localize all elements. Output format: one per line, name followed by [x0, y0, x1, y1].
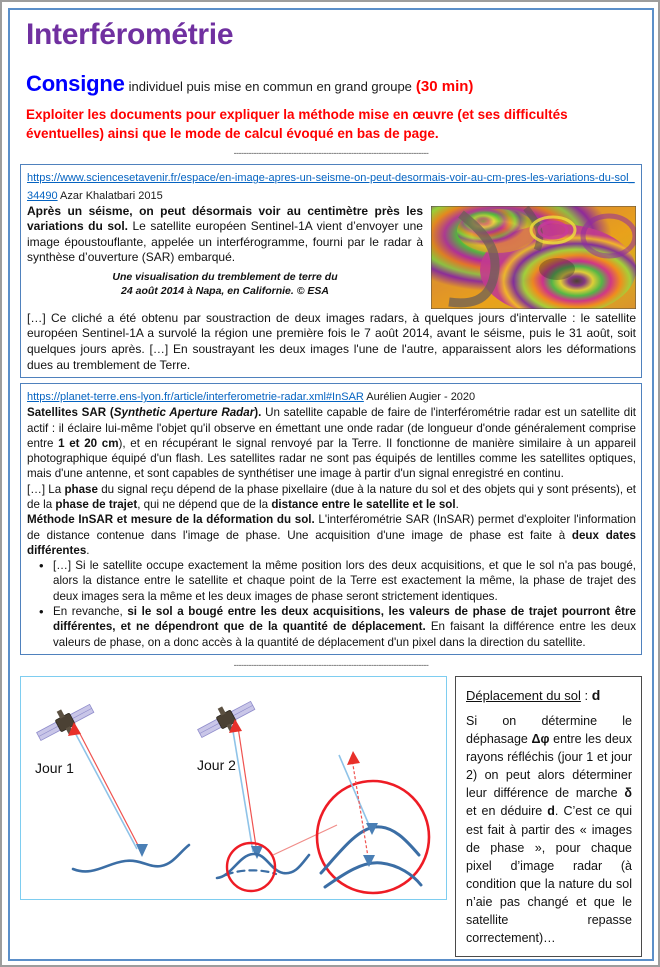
doc2-paragraph-1 — [27, 405, 636, 481]
interferogram-image — [431, 206, 636, 309]
day2-group — [193, 693, 309, 891]
page-title: Interférométrie — [26, 18, 234, 51]
deplacement-title-label: Déplacement du sol — [466, 687, 581, 703]
doc2-paragraph-3 — [27, 512, 636, 558]
doc2-p1-italic: Synthetic Aperture Radar — [113, 406, 255, 420]
caption-line-1: Une visualisation du tremblement de terre du — [112, 271, 338, 284]
insar-diagram-svg — [21, 677, 446, 898]
doc2-bullet2-text-b: En faisant la différence entre les deux valeurs de phase, on a donc accès à la quantité de déplacement d'un pixel dans la direction du satellite. — [53, 620, 636, 649]
ground-curve-day1-dashed — [226, 870, 276, 875]
dep-t4: . C’est ce qui est fait à partir des « images de phase », pour chaque pixel d’image radar (à condition que la nature du sol n’aie pas changé et que le satellite repasse correctement)… — [466, 804, 632, 946]
doc2-p2-text-a: […] La — [27, 482, 65, 496]
ground-curve-day1 — [73, 845, 189, 871]
doc2-p2-bold-b: phase de trajet — [55, 497, 138, 511]
deplacement-title-symbol: d — [591, 686, 601, 703]
inset-emit-ray — [352, 759, 369, 863]
consigne-label: Consigne — [26, 71, 125, 96]
doc1-source-line — [27, 168, 636, 204]
document-1-box — [20, 164, 642, 378]
return-ray-day1 — [72, 727, 137, 849]
doc2-p2-text-c: , qui ne dépend que de la — [137, 497, 272, 511]
emit-ray-day1 — [78, 730, 141, 851]
instruction-text: Exploiter les documents pour expliquer la méthode mise en œuvre (et ses difficultés éventuelles) ainsi que le mode de calcul évoqué en bas de page. — [26, 107, 568, 141]
satellite-icon-day2 — [193, 693, 259, 745]
dep-symbol-d: d — [547, 804, 555, 819]
doc2-p1-text-b: ), et en récupérant le signal renvoyé par la Terre. Il fonctionne de manière similaire à un appareil photographique équipé d'un flash. Les satellites radar ne sont pas équipés de lentilles comme les satellites optiques, mais d'une antenne, et sont capables de synthétiser une image à partir d'un signal enregistré en continu. — [27, 436, 637, 481]
bottom-section — [20, 676, 642, 957]
inset-arrow-up — [347, 751, 360, 765]
satellite-icon-day1 — [32, 696, 98, 748]
doc2-p1-bold-c: 1 et 20 cm — [58, 436, 119, 450]
divider-dashes-top: ------------------------------------------------------------------------------ — [233, 147, 429, 158]
doc2-p1-bold-b: ). — [254, 406, 262, 420]
inset-return-ray — [339, 755, 372, 832]
deplacement-box — [455, 676, 642, 957]
insar-diagram — [20, 676, 447, 900]
deplacement-title — [466, 685, 632, 706]
doc1-lead-sentence: Après un séisme, on peut désormais voir au centimètre près les variations du sol. — [27, 203, 423, 234]
arrow-down-day1 — [136, 844, 148, 857]
doc2-p3-text-b: . — [86, 543, 90, 557]
doc2-bullet-1: • […] Si le satellite occupe exactement la même position lors des deux acquisitions, et que le sol n'a pas bougé, alors la distance entre le satellite et chaque point de la Terre est exactement la même, la phase de trajet des deux images sera la même et les deux images de phase seront strictement identiques. — [53, 558, 636, 604]
dep-t1: Si on détermine le déphasage — [466, 713, 632, 746]
doc2-p2-bold-a: phase — [64, 482, 98, 496]
doc2-source-line — [27, 387, 636, 405]
return-ray-day2 — [232, 725, 253, 852]
doc1-body — [27, 204, 636, 373]
doc2-p3-text-a: L'interférométrie SAR (InSAR) permet d'exploiter l'information de distance contenue dans l'image de phase. Une acquisition d'une image de phase est faite à — [27, 513, 636, 542]
doc1-body-sentence: Le satellite européen Sentinel-1A vient d’envoyer une image époustouflante, appelée un interférogramme, fourni par le radar à synthèse d’ouverture (SAR) embarqué. — [27, 219, 423, 264]
doc2-paragraph-2 — [27, 482, 636, 513]
label-jour-1: Jour 1 — [35, 759, 74, 776]
doc2-source-author: Aurélien Augier - 2020 — [363, 391, 476, 404]
document-inner-frame — [8, 8, 654, 961]
doc2-p2-text-d: . — [455, 497, 459, 511]
day1-group — [32, 696, 189, 871]
doc2-source-link[interactable]: https://planet-terre.ens-lyon.fr/article/interferometrie-radar.xml#InSAR — [27, 391, 364, 404]
deplacement-title-sep: : — [580, 687, 592, 703]
dep-t3: et en déduire — [466, 804, 548, 819]
consigne-heading — [26, 71, 642, 96]
doc2-bullet2-text-a: En revanche, — [53, 605, 128, 619]
consigne-duration: (30 min) — [415, 78, 474, 95]
consigne-subtitle: individuel puis mise en commun en grand groupe — [128, 79, 412, 94]
inset-ground-day2 — [321, 827, 419, 873]
doc2-bullet-2 — [53, 604, 636, 650]
label-jour-2: Jour 2 — [197, 756, 236, 773]
magnified-inset — [317, 751, 429, 893]
doc2-p2-bold-c: distance entre le satellite et le sol — [271, 497, 456, 511]
doc1-source-author: Azar Khalatbari 2015 — [57, 189, 163, 202]
interferogram-figure — [431, 206, 636, 309]
zoom-connector-top — [273, 825, 337, 855]
emit-ray-day2 — [238, 727, 257, 853]
doc2-bullet-list — [27, 558, 636, 650]
dep-symbol-delta-phi: Δφ — [531, 731, 550, 746]
doc2-p3-bold-b: deux dates différentes — [27, 528, 636, 557]
ground-curve-day2 — [217, 854, 309, 878]
doc1-source-link[interactable]: https://www.sciencesetavenir.fr/espace/en-image-apres-un-seisme-on-peut-desormais-voir-au-cm-pres-les-variations-du-sol_34490 — [27, 171, 635, 202]
document-2-box — [20, 383, 642, 655]
dep-symbol-delta: δ — [624, 786, 632, 801]
doc2-p3-bold-a: Méthode InSAR et mesure de la déformation du sol. — [27, 513, 315, 527]
doc2-bullet2-bold: si le sol a bougé entre les deux acquisitions, les valeurs de phase de trajet pourront être différentes, et ne dépendront que de la quantité de déplacement. — [53, 605, 636, 634]
dep-t2: entre les deux rayons réfléchis (jour 1 et jour 2) on peut alors déterminer leur différence de marche — [466, 731, 633, 801]
doc2-p1-bold-a: Satellites SAR ( — [27, 406, 114, 420]
deplacement-text — [466, 712, 632, 948]
doc2-p2-text-b: du signal reçu dépend de la phase pixellaire (due à la nature du sol et des objets qui y sont présents), et de la — [27, 482, 637, 511]
doc2-p1-text-a: Un satellite capable de faire de l'interférométrie radar est un satellite dit actif : il éclaire lui-même l'objet qu'il observe en émettant une onde radar (de longueur d'onde généralement comprise entre — [27, 406, 636, 450]
doc1-tail-paragraph: […] Ce cliché a été obtenu par soustraction de deux images radars, à quelques jours d'intervalle : le satellite européen Sentinel-1A a survolé la région une première fois le 7 août 2014, avant le séisme, puis le 31 août, soit quelques jours après. […] En soustrayant les deux images l'une de l'autre, apparaissent alors les déformations dues au tremblement de Terre. — [27, 310, 636, 372]
doc2-body — [27, 405, 636, 650]
divider-dashes-bottom: ------------------------------------------------------------------------------ — [233, 659, 429, 670]
caption-line-2: 24 août 2014 à Napa, en Californie. © ESA — [121, 284, 329, 297]
